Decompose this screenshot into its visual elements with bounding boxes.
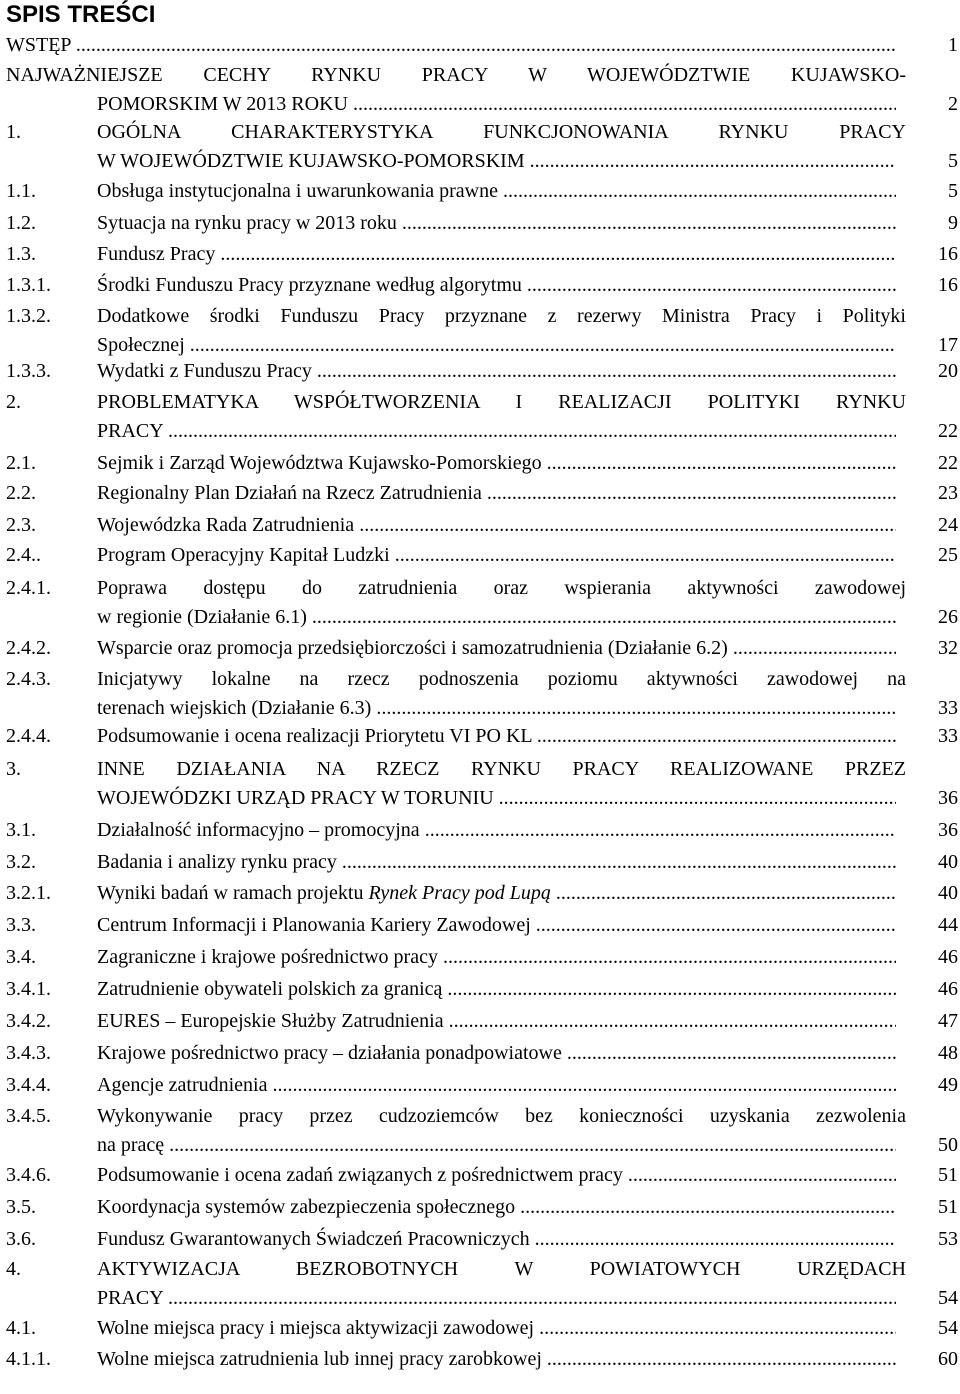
toc-entry-title-line: Wolne miejsca pracy i miejsca aktywizacji zawodowej .....: [97, 1314, 896, 1343]
toc-entry-title-line: EURES – Europejskie Służby Zatrudnienia .....: [97, 1007, 896, 1036]
toc-entry-page-number: 47: [938, 1010, 958, 1032]
toc-entry-number: 3.6.: [6, 1228, 36, 1250]
toc-entry[interactable]: [0, 31, 960, 60]
toc-entry-page-number: 26: [938, 605, 958, 628]
toc-entry[interactable]: [0, 479, 960, 508]
toc-entry-title-line: Podsumowanie i ocena realizacji Priorytetu VI PO KL .....: [97, 722, 896, 751]
toc-entry-page-number: 36: [938, 819, 958, 841]
toc-entry[interactable]: [0, 848, 960, 877]
toc-entry[interactable]: [0, 943, 960, 972]
toc-entry-title-line: na pracę .....: [97, 1131, 896, 1160]
toc-entry-title-line: Dodatkowe środki Funduszu Pracy przyznane z rezerwy Ministra Pracy i Polityki: [97, 305, 906, 327]
toc-entry[interactable]: [0, 1007, 960, 1036]
toc-entry-title-line: Krajowe pośrednictwo pracy – działania ponadpowiatowe .....: [97, 1039, 896, 1068]
toc-entry-title-line: Program Operacyjny Kapitał Ludzki .....: [97, 541, 896, 570]
toc-entry-number: 4.1.1.: [6, 1348, 51, 1370]
toc-entry-number: 3.1.: [6, 819, 36, 841]
toc-entry-title-line: Podsumowanie i ocena zadań związanych z pośrednictwem pracy .....: [97, 1161, 896, 1190]
toc-entry-number: 3.4.2.: [6, 1010, 51, 1032]
toc-entry[interactable]: [0, 302, 960, 359]
toc-entry-title-line: Wolne miejsca zatrudnienia lub innej pracy zarobkowej .....: [97, 1345, 896, 1374]
toc-entry-number: 2.4.1.: [6, 577, 51, 599]
toc-entry-title-line: PRACY .....: [97, 417, 896, 446]
toc-entry-number: 1.3.2.: [6, 305, 51, 327]
toc-entry[interactable]: [0, 209, 960, 238]
toc-entry-number: 4.: [6, 1258, 21, 1280]
toc-entry-page-number: 40: [938, 851, 958, 873]
toc-entry-page-number: 5: [948, 180, 958, 202]
toc-entry-title-line: Sejmik i Zarząd Województwa Kujawsko-Pomorskiego .....: [97, 449, 896, 478]
toc-entry[interactable]: [0, 511, 960, 540]
toc-entry-title-line: POMORSKIM W 2013 ROKU .....: [97, 90, 896, 119]
toc-entry-number: 1.3.: [6, 243, 36, 265]
toc-entry[interactable]: [0, 1255, 960, 1312]
toc-entry-page-number: 16: [938, 274, 958, 296]
toc-entry-title-line: Wydatki z Funduszu Pracy .....: [97, 357, 896, 386]
toc-entry[interactable]: [0, 975, 960, 1004]
toc-entry-title-line: Fundusz Pracy .....: [97, 240, 896, 269]
toc-entry-title-line: Obsługa instytucjonalna i uwarunkowania prawne .....: [97, 177, 896, 206]
toc-entry-title-line: Wykonywanie pracy przez cudzoziemców bez konieczności uzyskania zezwolenia: [97, 1105, 906, 1127]
toc-entry[interactable]: [0, 634, 960, 663]
toc-entry-title-line: OGÓLNA CHARAKTERYSTYKA FUNKCJONOWANIA RYNKU PRACY: [97, 121, 906, 143]
toc-entry-number: 3.4.6.: [6, 1164, 51, 1186]
toc-entry-number: 3.2.: [6, 851, 36, 873]
toc-entry[interactable]: [0, 722, 960, 751]
toc-entry-number: 2.2.: [6, 482, 36, 504]
toc-entry-page-number: 22: [938, 452, 958, 474]
toc-entry-title-line: Działalność informacyjno – promocyjna .....: [97, 816, 896, 845]
toc-entry-number: 3.4.4.: [6, 1074, 51, 1096]
toc-entry[interactable]: [0, 240, 960, 269]
toc-entry-title-line: Fundusz Gwarantowanych Świadczeń Pracowniczych .....: [97, 1225, 896, 1254]
toc-entry-page-number: 50: [938, 1133, 958, 1156]
toc-entry-number: 3.2.1.: [6, 882, 51, 904]
toc-entry-page-number: 44: [938, 914, 958, 936]
toc-entry-number: 3.3.: [6, 914, 36, 936]
toc-entry-italic-title: Rynek Pracy pod Lupą: [368, 882, 551, 904]
toc-entry[interactable]: [0, 1039, 960, 1068]
toc-entry-page-number: 40: [938, 882, 958, 904]
toc-entry[interactable]: [0, 1225, 960, 1254]
toc-entry[interactable]: [0, 118, 960, 175]
toc-entry-page-number: 53: [938, 1228, 958, 1250]
toc-entry-title-line: Społecznej .....: [97, 331, 896, 360]
toc-entry-page-number: 2: [948, 92, 958, 115]
toc-entry-title-line: W WOJEWÓDZTWIE KUJAWSKO-POMORSKIM .....: [97, 147, 896, 176]
toc-entry-page-number: 20: [938, 360, 958, 382]
toc-entry-page-number: 36: [938, 786, 958, 809]
toc-entry-page-number: 33: [938, 725, 958, 747]
toc-entry[interactable]: [0, 61, 960, 118]
toc-entry-title-line: PRACY .....: [97, 1284, 896, 1313]
toc-entry[interactable]: [0, 271, 960, 300]
toc-entry-number: 1.1.: [6, 180, 36, 202]
toc-entry-number: 3.4.1.: [6, 978, 51, 1000]
toc-entry-page-number: 33: [938, 696, 958, 719]
toc-entry[interactable]: [0, 755, 960, 812]
toc-entry-number: 2.1.: [6, 452, 36, 474]
toc-entry[interactable]: [0, 177, 960, 206]
toc-entry-title-line: Zagraniczne i krajowe pośrednictwo pracy .....: [97, 943, 896, 972]
toc-entry-page-number: 46: [938, 946, 958, 968]
toc-entry[interactable]: [0, 1161, 960, 1190]
toc-entry-title-line: NAJWAŻNIEJSZE CECHY RYNKU PRACY W WOJEWÓDZTWIE KUJAWSKO-: [6, 64, 906, 86]
toc-entry-page-number: 22: [938, 419, 958, 442]
toc-entry[interactable]: [0, 879, 960, 908]
toc-entry-title-line: WSTĘP .....: [6, 31, 896, 60]
toc-entry-page-number: 60: [938, 1348, 958, 1370]
toc-entry[interactable]: [0, 541, 960, 570]
toc-entry-number: 3.4.: [6, 946, 36, 968]
toc-entry[interactable]: [0, 1314, 960, 1343]
toc-entry-number: 2.4..: [6, 544, 41, 566]
toc-entry-title-line: Wyniki badań w ramach projektu Rynek Pracy pod Lupą .....: [97, 879, 896, 908]
toc-entry-page-number: 5: [948, 149, 958, 172]
toc-entry-page-number: 48: [938, 1042, 958, 1064]
toc-entry-page-number: 17: [938, 333, 958, 356]
toc-entry-title-line: Badania i analizy rynku pracy .....: [97, 848, 896, 877]
toc-entry[interactable]: [0, 1102, 960, 1159]
toc-entry-page-number: 54: [938, 1286, 958, 1309]
toc-entry-title-line: Środki Funduszu Pracy przyznane według algorytmu .....: [97, 271, 896, 300]
toc-entry-number: 1.: [6, 121, 21, 143]
toc-entry-number: 3.5.: [6, 1196, 36, 1218]
toc-entry-title-line: Agencje zatrudnienia .....: [97, 1071, 896, 1100]
toc-entry-title-line: Wsparcie oraz promocja przedsiębiorczości i samozatrudnienia (Działanie 6.2) .....: [97, 634, 896, 663]
toc-entry-title-line: Poprawa dostępu do zatrudnienia oraz wspierania aktywności zawodowej: [97, 577, 906, 599]
toc-entry-number: 2.4.2.: [6, 637, 51, 659]
toc-entry-title-line: Koordynacja systemów zabezpieczenia społecznego .....: [97, 1193, 896, 1222]
toc-entry-page-number: 49: [938, 1074, 958, 1096]
toc-entry-page-number: 24: [938, 514, 958, 536]
toc-entry-page-number: 1: [948, 34, 958, 56]
page-title: SPIS TREŚCI: [6, 1, 156, 28]
toc-entry[interactable]: [0, 1071, 960, 1100]
toc-entry-title-line: terenach wiejskich (Działanie 6.3) .....: [97, 694, 896, 723]
toc-entry-title-line: Sytuacja na rynku pracy w 2013 roku .....: [97, 209, 896, 238]
toc-entry-page-number: 32: [938, 637, 958, 659]
toc-entry[interactable]: [0, 388, 960, 445]
toc-entry-page-number: 25: [938, 544, 958, 566]
toc-entry-number: 3.4.3.: [6, 1042, 51, 1064]
toc-entry-title-line: Zatrudnienie obywateli polskich za granicą .....: [97, 975, 896, 1004]
toc-entry-page-number: 23: [938, 482, 958, 504]
toc-entry-number: 2.3.: [6, 514, 36, 536]
toc-entry-number: 1.2.: [6, 212, 36, 234]
toc-entry-title-line: WOJEWÓDZKI URZĄD PRACY W TORUNIU .....: [97, 784, 896, 813]
toc-entry[interactable]: [0, 449, 960, 478]
toc-entry-page-number: 51: [938, 1164, 958, 1186]
toc-entry[interactable]: [0, 1345, 960, 1374]
toc-entry-page-number: 51: [938, 1196, 958, 1218]
toc-entry-number: 4.1.: [6, 1317, 36, 1339]
toc-entry[interactable]: [0, 816, 960, 845]
toc-entry-page-number: 46: [938, 978, 958, 1000]
toc-entry-page-number: 16: [938, 243, 958, 265]
toc-entry-title-line: Regionalny Plan Działań na Rzecz Zatrudnienia .....: [97, 479, 896, 508]
toc-entry-page-number: 9: [948, 212, 958, 234]
toc-entry-number: 1.3.1.: [6, 274, 51, 296]
toc-entry[interactable]: [0, 574, 960, 631]
toc-entry-number: 1.3.3.: [6, 360, 51, 382]
toc-entry-number: 2.4.4.: [6, 725, 51, 747]
toc-entry-title-line: w regionie (Działanie 6.1) .....: [97, 603, 896, 632]
toc-entry-title-line: PROBLEMATYKA WSPÓŁTWORZENIA I REALIZACJI POLITYKI RYNKU: [97, 391, 906, 413]
toc-entry-title-line: Inicjatywy lokalne na rzecz podnoszenia poziomu aktywności zawodowej na: [97, 668, 906, 690]
toc-entry-title-line: INNE DZIAŁANIA NA RZECZ RYNKU PRACY REALIZOWANE PRZEZ: [97, 758, 906, 780]
toc-entry-title-line: Centrum Informacji i Planowania Kariery Zawodowej .....: [97, 911, 896, 940]
toc-entry-title-line: AKTYWIZACJA BEZROBOTNYCH W POWIATOWYCH URZĘDACH: [97, 1258, 906, 1280]
toc-entry-title-line: Wojewódzka Rada Zatrudnienia .....: [97, 511, 896, 540]
toc-entry-number: 3.: [6, 758, 21, 780]
toc-entry[interactable]: [0, 357, 960, 386]
toc-entry-number: 3.4.5.: [6, 1105, 51, 1127]
toc-entry-number: 2.: [6, 391, 21, 413]
toc-entry-page-number: 54: [938, 1317, 958, 1339]
toc-entry[interactable]: [0, 1193, 960, 1222]
toc-entry[interactable]: [0, 665, 960, 722]
toc-entry-number: 2.4.3.: [6, 668, 51, 690]
toc-entry[interactable]: [0, 911, 960, 940]
